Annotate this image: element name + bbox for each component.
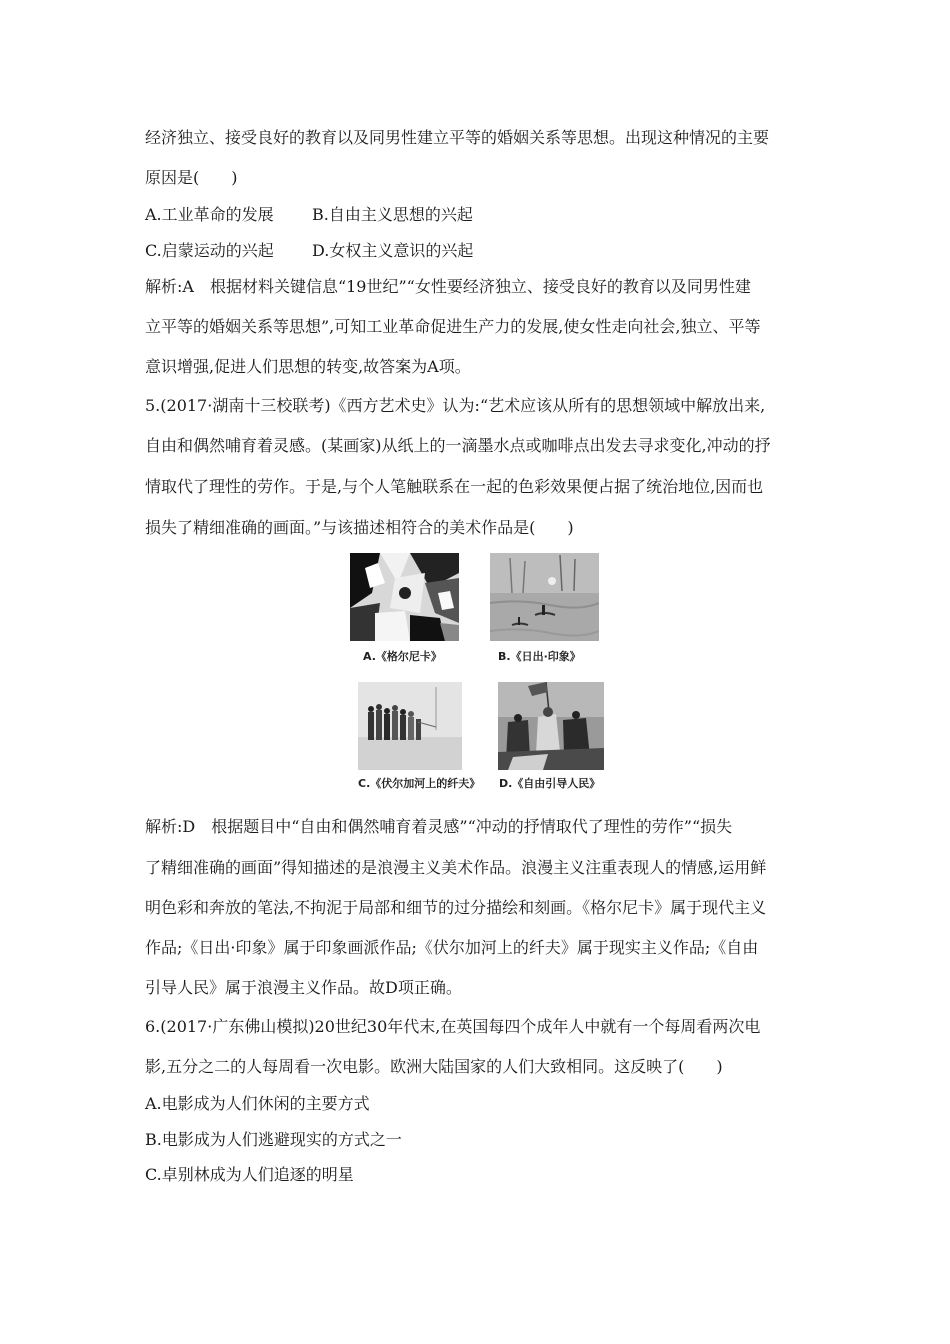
caption-b: B.《日出·印象》: [498, 650, 581, 663]
q5-stem-line-3: 情取代了理性的劳作。于是,与个人笔触联系在一起的色彩效果便占据了统治地位,因而也: [145, 477, 764, 496]
caption-c: C.《伏尔加河上的纤夫》: [358, 777, 481, 790]
q5-analysis-line-2: 了精细准确的画面”得知描述的是浪漫主义美术作品。浪漫主义注重表现人的情感,运用鲜: [145, 858, 767, 877]
q6-option-c: C.卓别林成为人们追逐的明星: [145, 1165, 354, 1184]
q4-option-c: C.启蒙运动的兴起: [145, 241, 274, 260]
painting-liberty-leading-image: [498, 682, 604, 770]
caption-d: D.《自由引导人民》: [499, 777, 601, 790]
q5-stem-line-4: 损失了精细准确的画面。”与该描述相符合的美术作品是( ): [145, 518, 574, 537]
q5-stem-line-2: 自由和偶然哺育着灵感。(某画家)从纸上的一滴墨水点或咖啡点出发去寻求变化,冲动的抒: [145, 436, 771, 455]
q5-analysis-line-4: 作品;《日出·印象》属于印象画派作品;《伏尔加河上的纤夫》属于现实主义作品;《自由: [145, 938, 759, 957]
q5-analysis-line-5: 引导人民》属于浪漫主义作品。故D项正确。: [145, 978, 462, 997]
painting-barge-haulers-image: [358, 682, 462, 770]
q6-stem-line-1: 6.(2017·广东佛山模拟)20世纪30年代末,在英国每四个成年人中就有一个每周看两次电: [145, 1017, 761, 1036]
q4-analysis-line-1: 解析:A 根据材料关键信息“19世纪”“女性要经济独立、接受良好的教育以及同男性建: [145, 277, 751, 296]
q6-stem-line-2: 影,五分之二的人每周看一次电影。欧洲大陆国家的人们大致相同。这反映了( ): [145, 1057, 723, 1076]
q6-option-b: B.电影成为人们逃避现实的方式之一: [145, 1130, 402, 1149]
q5-analysis-line-3: 明色彩和奔放的笔法,不拘泥于局部和细节的过分描绘和刻画。《格尔尼卡》属于现代主义: [145, 898, 767, 917]
painting-impression-sunrise-image: [490, 553, 599, 641]
q4-option-b: B.自由主义思想的兴起: [312, 205, 473, 224]
q4-stem-line-2: 原因是( ): [145, 168, 238, 187]
q4-stem-line-1: 经济独立、接受良好的教育以及同男性建立平等的婚姻关系等思想。出现这种情况的主要: [145, 128, 770, 147]
q5-stem-line-1: 5.(2017·湖南十三校联考)《西方艺术史》认为:“艺术应该从所有的思想领域中解放出来,: [145, 396, 766, 415]
caption-a: A.《格尔尼卡》: [363, 650, 442, 663]
q4-option-a: A.工业革命的发展: [145, 205, 274, 224]
painting-guernica-image: [350, 553, 459, 641]
q4-analysis-line-2: 立平等的婚姻关系等思想”,可知工业革命促进生产力的发展,使女性走向社会,独立、平等: [145, 317, 761, 336]
q6-option-a: A.电影成为人们休闲的主要方式: [145, 1094, 370, 1113]
q4-option-d: D.女权主义意识的兴起: [312, 241, 474, 260]
q5-analysis-line-1: 解析:D 根据题目中“自由和偶然哺育着灵感”“冲动的抒情取代了理性的劳作”“损失: [145, 817, 733, 836]
q4-analysis-line-3: 意识增强,促进人们思想的转变,故答案为A项。: [145, 357, 471, 376]
